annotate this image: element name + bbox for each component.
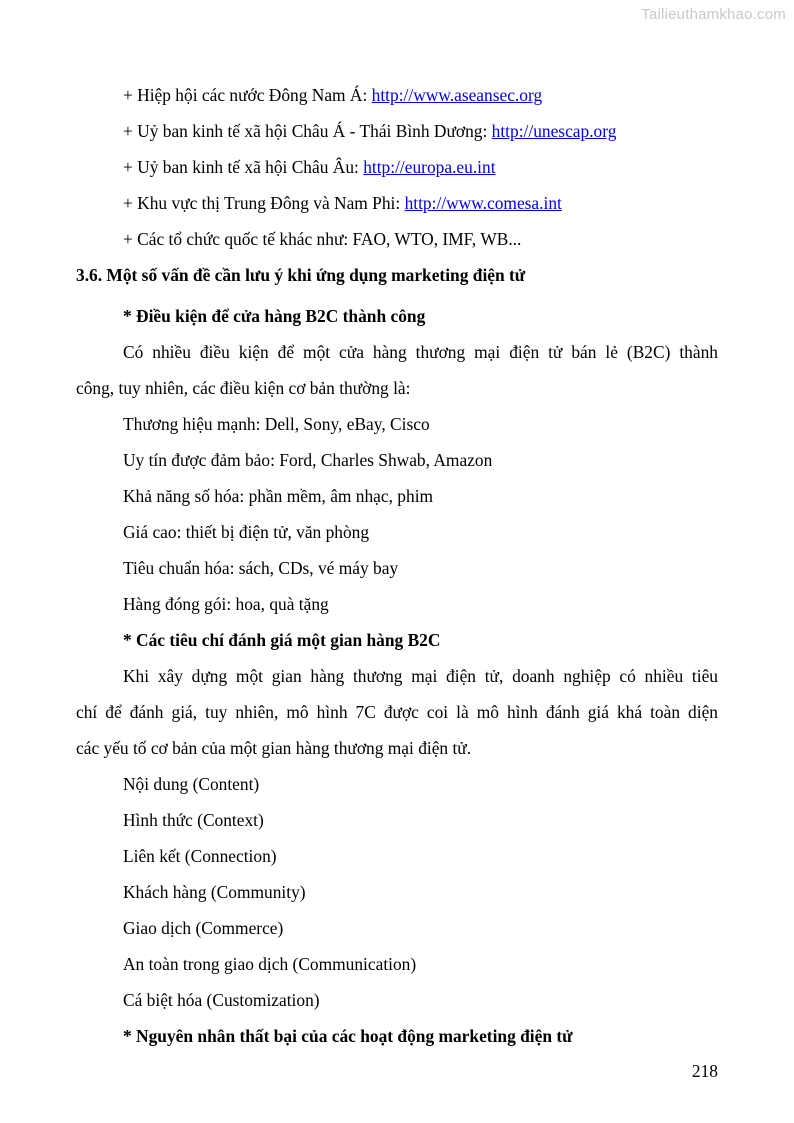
b2c-criteria-paragraph-line1 <box>76 665 718 687</box>
b2c-criteria-paragraph-line3: các yếu tố cơ bản của một gian hàng thương mại điện tử. <box>76 738 472 758</box>
link-europa[interactable]: http://europa.eu.int <box>363 157 496 177</box>
org-label: + Uỷ ban kinh tế xã hội Châu Á - Thái Bình Dương: <box>123 121 492 141</box>
criteria-item: Khách hàng (Community) <box>123 882 306 902</box>
link-aseansec[interactable]: http://www.aseansec.org <box>371 85 543 105</box>
condition-item: Uy tín được đảm bảo: Ford, Charles Shwab, Amazon <box>123 450 493 470</box>
b2c-conditions-paragraph-line2: công, tuy nhiên, các điều kiện cơ bản thường là: <box>76 378 411 398</box>
link-unescap[interactable]: http://unescap.org <box>491 121 617 141</box>
org-label: + Uỷ ban kinh tế xã hội Châu Âu: <box>123 157 364 177</box>
condition-item: Khả năng số hóa: phần mềm, âm nhạc, phim <box>123 486 434 506</box>
criteria-item: Giao dịch (Commerce) <box>123 918 284 938</box>
criteria-item: Cá biệt hóa (Customization) <box>123 990 320 1010</box>
section-heading: 3.6. Một số vấn đề cần lưu ý khi ứng dụng marketing điện tử <box>76 265 526 285</box>
org-line-unescap <box>123 120 616 142</box>
org-line-comesa <box>123 192 562 214</box>
condition-item: Giá cao: thiết bị điện tử, văn phòng <box>123 522 370 542</box>
condition-item: Hàng đóng gói: hoa, quà tặng <box>123 594 329 614</box>
paragraph-text: Có nhiều điều kiện để một cửa hàng thương mại điện tử bán lẻ (B2C) thành <box>123 342 718 362</box>
failure-heading: * Nguyên nhân thất bại của các hoạt động marketing điện tử <box>123 1026 573 1046</box>
org-line-other: + Các tổ chức quốc tế khác như: FAO, WTO, IMF, WB... <box>123 229 522 249</box>
org-label: + Hiệp hội các nước Đông Nam Á: <box>123 85 372 105</box>
paragraph-text: Khi xây dựng một gian hàng thương mại điện tử, doanh nghiệp có nhiều tiêu <box>123 666 718 686</box>
b2c-criteria-paragraph-line2: chí để đánh giá, tuy nhiên, mô hình 7C được coi là mô hình đánh giá khá toàn diện <box>76 702 718 722</box>
b2c-conditions-paragraph-line1 <box>76 341 718 363</box>
criteria-item: Hình thức (Context) <box>123 810 264 830</box>
link-comesa[interactable]: http://www.comesa.int <box>404 193 562 213</box>
criteria-item: An toàn trong giao dịch (Communication) <box>123 954 417 974</box>
condition-item: Tiêu chuẩn hóa: sách, CDs, vé máy bay <box>123 558 399 578</box>
org-line-asean <box>123 84 542 106</box>
condition-item: Thương hiệu mạnh: Dell, Sony, eBay, Cisco <box>123 414 430 434</box>
org-line-europa <box>123 156 496 178</box>
b2c-criteria-heading: * Các tiêu chí đánh giá một gian hàng B2C <box>123 630 441 650</box>
page-number: 218 <box>691 1061 718 1081</box>
org-label: + Khu vực thị Trung Đông và Nam Phi: <box>123 193 405 213</box>
watermark: Tailieuthamkhao.com <box>641 6 786 23</box>
b2c-conditions-heading: * Điều kiện để cửa hàng B2C thành công <box>123 306 426 326</box>
criteria-item: Liên kết (Connection) <box>123 846 277 866</box>
criteria-item: Nội dung (Content) <box>123 774 260 794</box>
